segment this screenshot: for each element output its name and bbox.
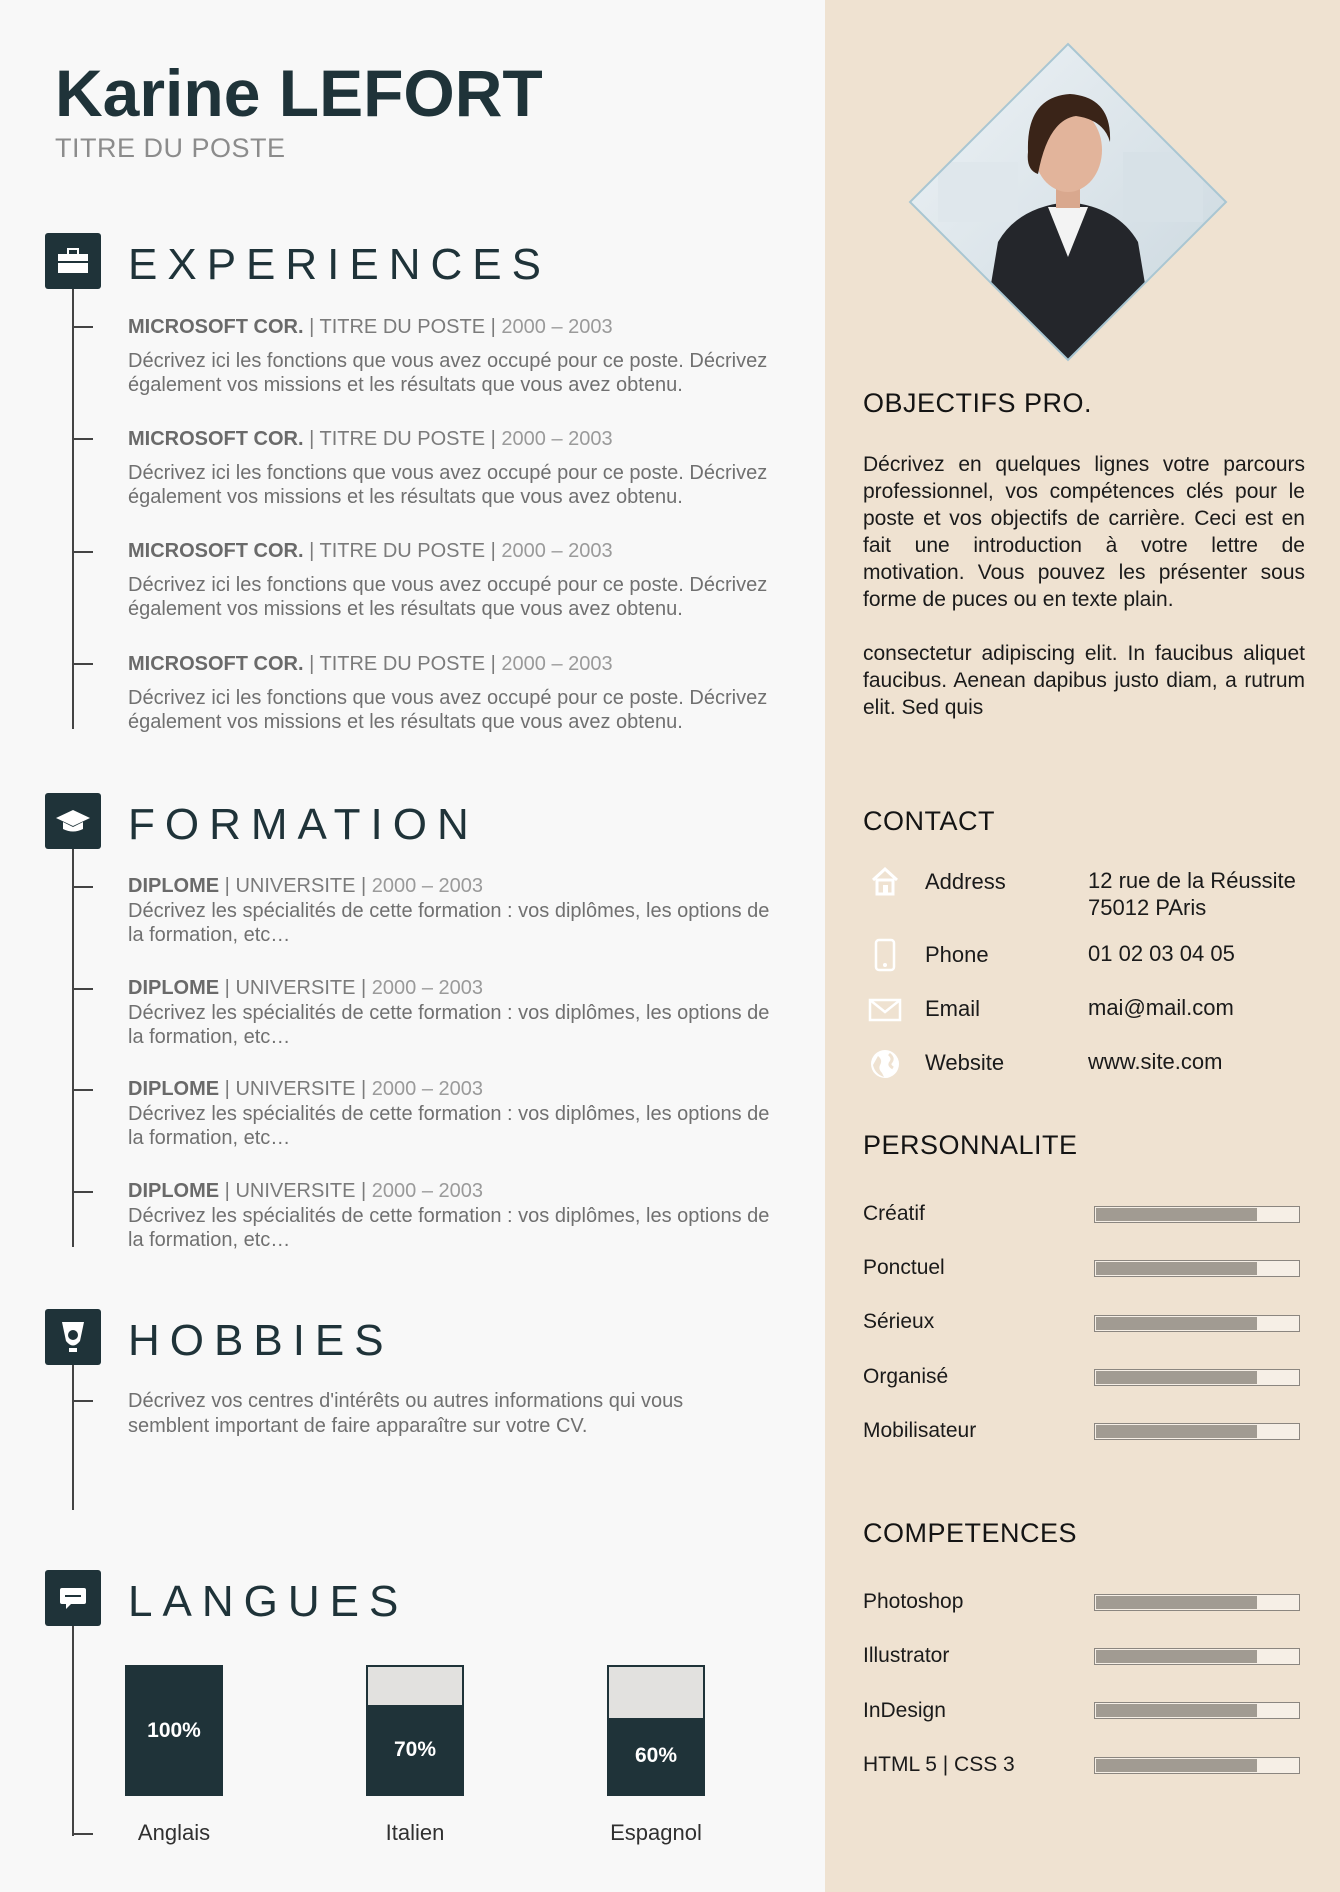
- timeline-line: [72, 849, 74, 1247]
- role: TITRE DU POSTE: [319, 316, 486, 338]
- timeline-tick: [72, 551, 93, 553]
- timeline-tick: [72, 438, 93, 440]
- personality-label: Organisé: [863, 1365, 949, 1388]
- personality-label: Ponctuel: [863, 1256, 945, 1279]
- timeline-line: [72, 1626, 74, 1836]
- personality-bar: [1094, 1423, 1300, 1440]
- timeline-tick: [72, 1089, 93, 1091]
- objectives-paragraph: consectetur adipiscing elit. In faucibus aliquet faucibus. Aenean dapibus justo diam, a rutrum elit. Sed quis: [863, 642, 1305, 719]
- contact-label: Email: [925, 996, 981, 1021]
- skills-title: COMPETENCES: [863, 1518, 1078, 1548]
- timeline-tick: [72, 326, 93, 328]
- skill-bar: [1094, 1757, 1300, 1774]
- experience-entry: MICROSOFT COR. | TITRE DU POSTE | 2000 – 2003 Décrivez ici les fonctions que vous avez occupé pour ce poste. Décrivez également vos missions et les résultats que vous avez obtenu.: [128, 539, 788, 621]
- degree: DIPLOME: [128, 977, 220, 999]
- formation-entry: DIPLOME | UNIVERSITE | 2000 – 2003 Décrivez les spécialités de cette formation : vos diplômes, les options de la formation, etc…: [128, 1077, 788, 1150]
- dates: 2000 – 2003: [501, 540, 613, 562]
- language-level-box: [366, 1665, 464, 1796]
- description: Décrivez les spécialités de cette formation : vos diplômes, les options de la formation, etc…: [128, 1002, 770, 1048]
- dates: 2000 – 2003: [501, 653, 613, 675]
- candidate-name: Karine LEFORT: [55, 56, 543, 130]
- description: Décrivez les spécialités de cette formation : vos diplômes, les options de la formation, etc…: [128, 900, 770, 946]
- description: Décrivez les spécialités de cette formation : vos diplômes, les options de la formation, etc…: [128, 1103, 770, 1149]
- timeline-tick: [72, 1400, 93, 1402]
- language-percent: 100%: [147, 1718, 201, 1742]
- degree: DIPLOME: [128, 1078, 220, 1100]
- contact-label: Phone: [925, 942, 989, 967]
- language-name: Espagnol: [610, 1820, 702, 1845]
- objectives-paragraph: Décrivez en quelques lignes votre parcours professionnel, vos compétences clés pour le poste et vos objectifs de carrière. Ceci est en fait une introduction à votre lettre de motivation. Vous pouvez les présenter sous forme de puces ou en texte plain.: [863, 453, 1305, 611]
- description: Décrivez ici les fonctions que vous avez occupé pour ce poste. Décrivez également vos missions et les résultats que vous avez obtenu.: [128, 462, 768, 508]
- description: Décrivez les spécialités de cette formation : vos diplômes, les options de la formation, etc…: [128, 1205, 770, 1251]
- role: TITRE DU POSTE: [319, 428, 486, 450]
- globe-icon: [868, 1047, 902, 1081]
- school: UNIVERSITE: [235, 875, 356, 897]
- timeline-tick: [72, 1833, 93, 1835]
- description: Décrivez ici les fonctions que vous avez occupé pour ce poste. Décrivez également vos missions et les résultats que vous avez obtenu.: [128, 687, 768, 733]
- timeline-tick: [72, 886, 93, 888]
- company-name: MICROSOFT COR.: [128, 428, 304, 450]
- timeline-line: [72, 1365, 74, 1510]
- skill-bar: [1094, 1702, 1300, 1719]
- experience-entry: MICROSOFT COR. | TITRE DU POSTE | 2000 – 2003 Décrivez ici les fonctions que vous avez occupé pour ce poste. Décrivez également vos missions et les résultats que vous avez obtenu.: [128, 652, 788, 734]
- company-name: MICROSOFT COR.: [128, 653, 304, 675]
- dates: 2000 – 2003: [501, 316, 613, 338]
- personality-label: Mobilisateur: [863, 1419, 977, 1442]
- language-name: Italien: [385, 1820, 445, 1845]
- dates: 2000 – 2003: [371, 1078, 484, 1100]
- dates: 2000 – 2003: [371, 875, 484, 897]
- formation-entry: DIPLOME | UNIVERSITE | 2000 – 2003 Décrivez les spécialités de cette formation : vos diplômes, les options de la formation, etc…: [128, 874, 788, 947]
- skill-bar: [1094, 1594, 1300, 1611]
- timeline-tick: [72, 663, 93, 665]
- degree: DIPLOME: [128, 875, 220, 897]
- dates: 2000 – 2003: [501, 428, 613, 450]
- school: UNIVERSITE: [235, 1078, 356, 1100]
- hobbies-text: Décrivez vos centres d'intérêts ou autres informations qui vous semblent important de faire apparaître sur votre CV.: [128, 1390, 684, 1437]
- job-title: TITRE DU POSTE: [55, 133, 286, 163]
- section-title-formation: FORMATION: [128, 800, 479, 849]
- description: Décrivez ici les fonctions que vous avez occupé pour ce poste. Décrivez également vos missions et les résultats que vous avez obtenu.: [128, 350, 768, 396]
- school: UNIVERSITE: [235, 977, 356, 999]
- language-level-fill: [609, 1718, 703, 1794]
- personality-bar: [1094, 1315, 1300, 1332]
- role: TITRE DU POSTE: [319, 540, 486, 562]
- graduation-cap-icon: [45, 793, 101, 849]
- objectives-title: OBJECTIFS PRO.: [863, 388, 1093, 418]
- section-title-hobbies: HOBBIES: [128, 1316, 394, 1365]
- school: UNIVERSITE: [235, 1180, 356, 1202]
- formation-entry: DIPLOME | UNIVERSITE | 2000 – 2003 Décrivez les spécialités de cette formation : vos diplômes, les options de la formation, etc…: [128, 1179, 788, 1252]
- formation-entry: DIPLOME | UNIVERSITE | 2000 – 2003 Décrivez les spécialités de cette formation : vos diplômes, les options de la formation, etc…: [128, 976, 788, 1049]
- company-name: MICROSOFT COR.: [128, 540, 304, 562]
- timeline-tick: [72, 1191, 93, 1193]
- personality-label: Créatif: [863, 1202, 925, 1225]
- language-percent: 70%: [393, 1737, 437, 1761]
- language-level-fill: [368, 1705, 462, 1794]
- experience-entry: MICROSOFT COR. | TITRE DU POSTE | 2000 – 2003 Décrivez ici les fonctions que vous avez occupé pour ce poste. Décrivez également vos missions et les résultats que vous avez obtenu.: [128, 315, 788, 397]
- skill-label: Illustrator: [863, 1644, 950, 1667]
- dates: 2000 – 2003: [371, 977, 484, 999]
- personality-label: Sérieux: [863, 1310, 935, 1333]
- dates: 2000 – 2003: [371, 1180, 484, 1202]
- language-level-box: [607, 1665, 705, 1796]
- experience-entry: MICROSOFT COR. | TITRE DU POSTE | 2000 – 2003 Décrivez ici les fonctions que vous avez occupé pour ce poste. Décrivez également vos missions et les résultats que vous avez obtenu.: [128, 427, 788, 509]
- speech-bubble-icon: [45, 1570, 101, 1626]
- contact-value: 12 rue de la Réussite 75012 PAris: [1088, 868, 1296, 920]
- phone-icon: [868, 938, 902, 972]
- skill-bar: [1094, 1648, 1300, 1665]
- profile-photo: [908, 42, 1228, 362]
- skill-label: HTML 5 | CSS 3: [863, 1753, 1015, 1776]
- briefcase-icon: [45, 233, 101, 289]
- company-name: MICROSOFT COR.: [128, 316, 304, 338]
- contact-value: mai@mail.com: [1088, 995, 1234, 1020]
- section-title-langues: LANGUES: [128, 1577, 409, 1626]
- personality-bar: [1094, 1369, 1300, 1386]
- role: TITRE DU POSTE: [319, 653, 486, 675]
- personality-title: PERSONNALITE: [863, 1130, 1078, 1160]
- language-percent: 60%: [634, 1743, 678, 1767]
- contact-title: CONTACT: [863, 806, 995, 836]
- section-title-experiences: EXPERIENCES: [128, 240, 551, 289]
- contact-label: Address: [925, 869, 1006, 894]
- skill-label: Photoshop: [863, 1590, 964, 1613]
- mail-icon: [868, 993, 902, 1027]
- language-level-box: [125, 1665, 223, 1796]
- language-name: Anglais: [137, 1820, 211, 1845]
- personality-bar: [1094, 1260, 1300, 1277]
- home-icon: [868, 864, 902, 898]
- contact-label: Website: [925, 1050, 1005, 1075]
- degree: DIPLOME: [128, 1180, 220, 1202]
- language-level-fill: [127, 1667, 221, 1794]
- personality-bar: [1094, 1206, 1300, 1223]
- contact-value: www.site.com: [1088, 1049, 1223, 1074]
- timeline-tick: [72, 988, 93, 990]
- skill-label: InDesign: [863, 1699, 946, 1722]
- description: Décrivez ici les fonctions que vous avez occupé pour ce poste. Décrivez également vos missions et les résultats que vous avez obtenu.: [128, 574, 768, 620]
- trophy-icon: [45, 1309, 101, 1365]
- contact-value: 01 02 03 04 05: [1088, 941, 1235, 966]
